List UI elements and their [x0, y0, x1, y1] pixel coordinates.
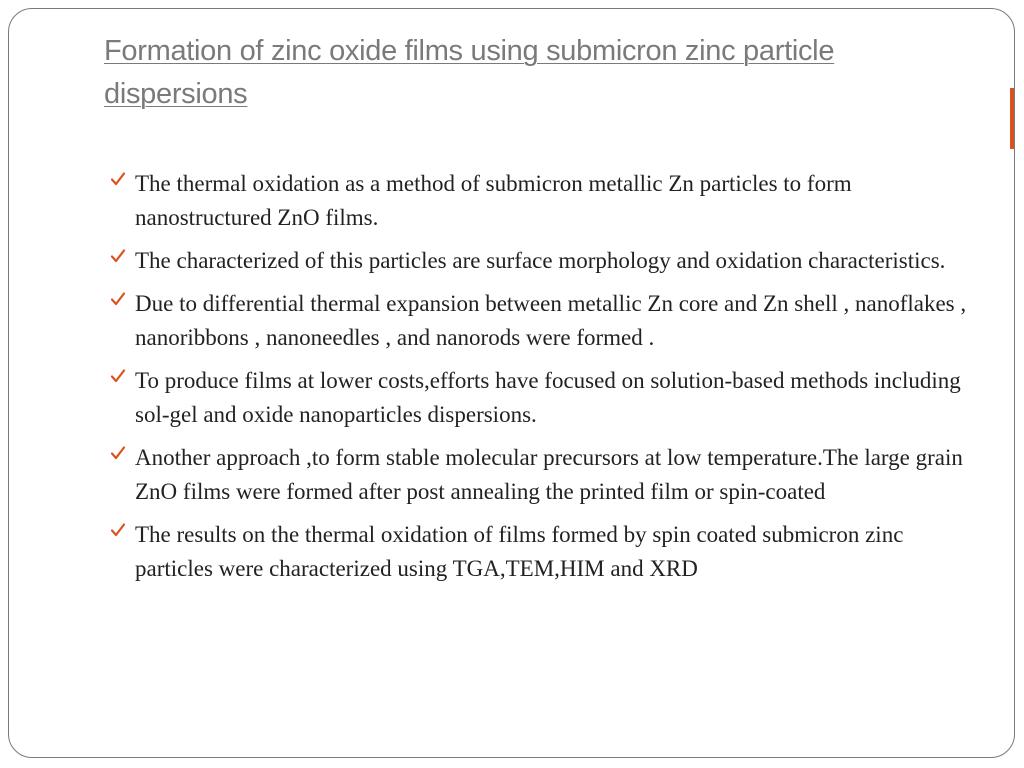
bullet-item [104, 167, 974, 235]
bullet-item [104, 364, 974, 432]
bullet-list [104, 167, 974, 595]
check-icon [110, 248, 126, 264]
bullet-item [104, 244, 974, 278]
check-icon [110, 522, 126, 538]
bullet-text: The thermal oxidation as a method of submicron metallic Zn particles to form nanostructured ZnO films. [135, 171, 852, 230]
check-icon [110, 368, 126, 384]
bullet-text: Due to differential thermal expansion between metallic Zn core and Zn shell , nanoflakes , nanoribbons , nanoneedles , and nanorods were formed . [135, 291, 967, 350]
accent-bar [1010, 88, 1014, 149]
check-icon [110, 445, 126, 461]
bullet-item [104, 518, 974, 586]
bullet-item [104, 441, 974, 509]
bullet-text: The results on the thermal oxidation of films formed by spin coated submicron zinc particles were characterized using TGA,TEM,HIM and XRD [135, 522, 904, 581]
slide-title: Formation of zinc oxide films using submicron zinc particle dispersions [104, 35, 835, 110]
bullet-text: Another approach ,to form stable molecular precursors at low temperature.The large grain ZnO films were formed after post annealing the printed film or spin-coated [135, 445, 963, 504]
check-icon [110, 291, 126, 307]
bullet-item [104, 287, 974, 355]
bullet-text: To produce films at lower costs,efforts have focused on solution-based methods including sol-gel and oxide nanoparticles dispersions. [135, 368, 961, 427]
check-icon [110, 171, 126, 187]
bullet-text: The characterized of this particles are surface morphology and oxidation characteristics. [135, 248, 946, 273]
